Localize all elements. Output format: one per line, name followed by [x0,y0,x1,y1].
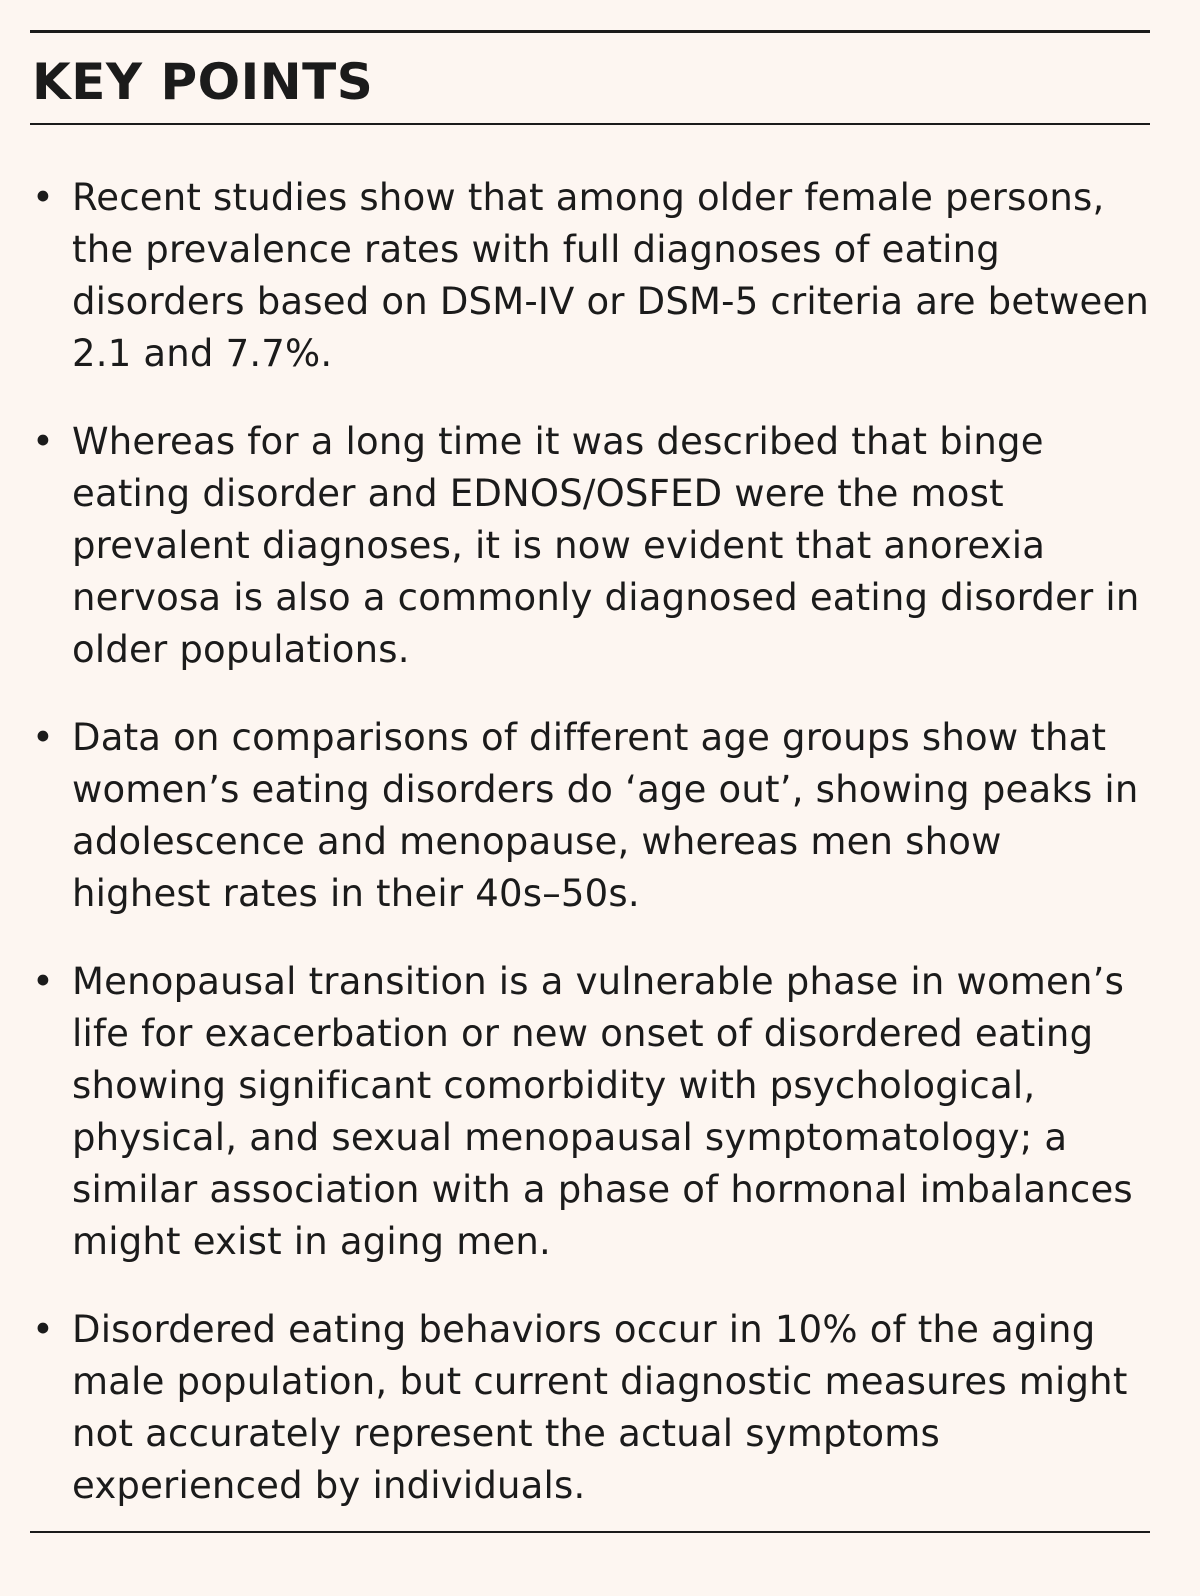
key-point-item [30,416,1150,676]
key-point-item [30,1304,1150,1512]
bullet-icon: • [32,716,55,759]
top-rule [30,30,1150,33]
key-points-heading: KEY POINTS [32,53,374,111]
key-point-item [30,712,1150,920]
key-point-item [30,172,1150,380]
key-point-text: Menopausal transition is a vulnerable phase in women’s life for exacerbation or new onset of disordered eating showing significant comorbidity with psychological, physical, and sexual menopausal symptomatology; a similar association with a phase of hormonal imbalances might exist in aging men. [72,960,1133,1263]
bullet-icon: • [32,176,55,219]
bullet-icon: • [32,1308,55,1351]
bottom-rule [30,1531,1150,1533]
key-point-text: Disordered eating behaviors occur in 10% of the aging male population, but current diagnostic measures might not accurately represent the actual symptoms experienced by individuals. [72,1308,1128,1507]
heading-rule [30,123,1150,125]
bullet-icon: • [32,420,55,463]
key-points-list [30,172,1150,1548]
bullet-icon: • [32,960,55,1003]
key-point-item [30,956,1150,1268]
key-point-text: Whereas for a long time it was described that binge eating disorder and EDNOS/OSFED were the most prevalent diagnoses, it is now evident that anorexia nervosa is also a commonly diagnosed eating disorder in older populations. [72,420,1140,671]
key-point-text: Recent studies show that among older female persons, the prevalence rates with full diagnoses of eating disorders based on DSM-IV or DSM-5 criteria are between 2.1 and 7.7%. [72,176,1150,375]
key-point-text: Data on comparisons of different age groups show that women’s eating disorders do ‘age out’, showing peaks in adolescence and menopause, whereas men show highest rates in their 40s–50s. [72,716,1139,915]
